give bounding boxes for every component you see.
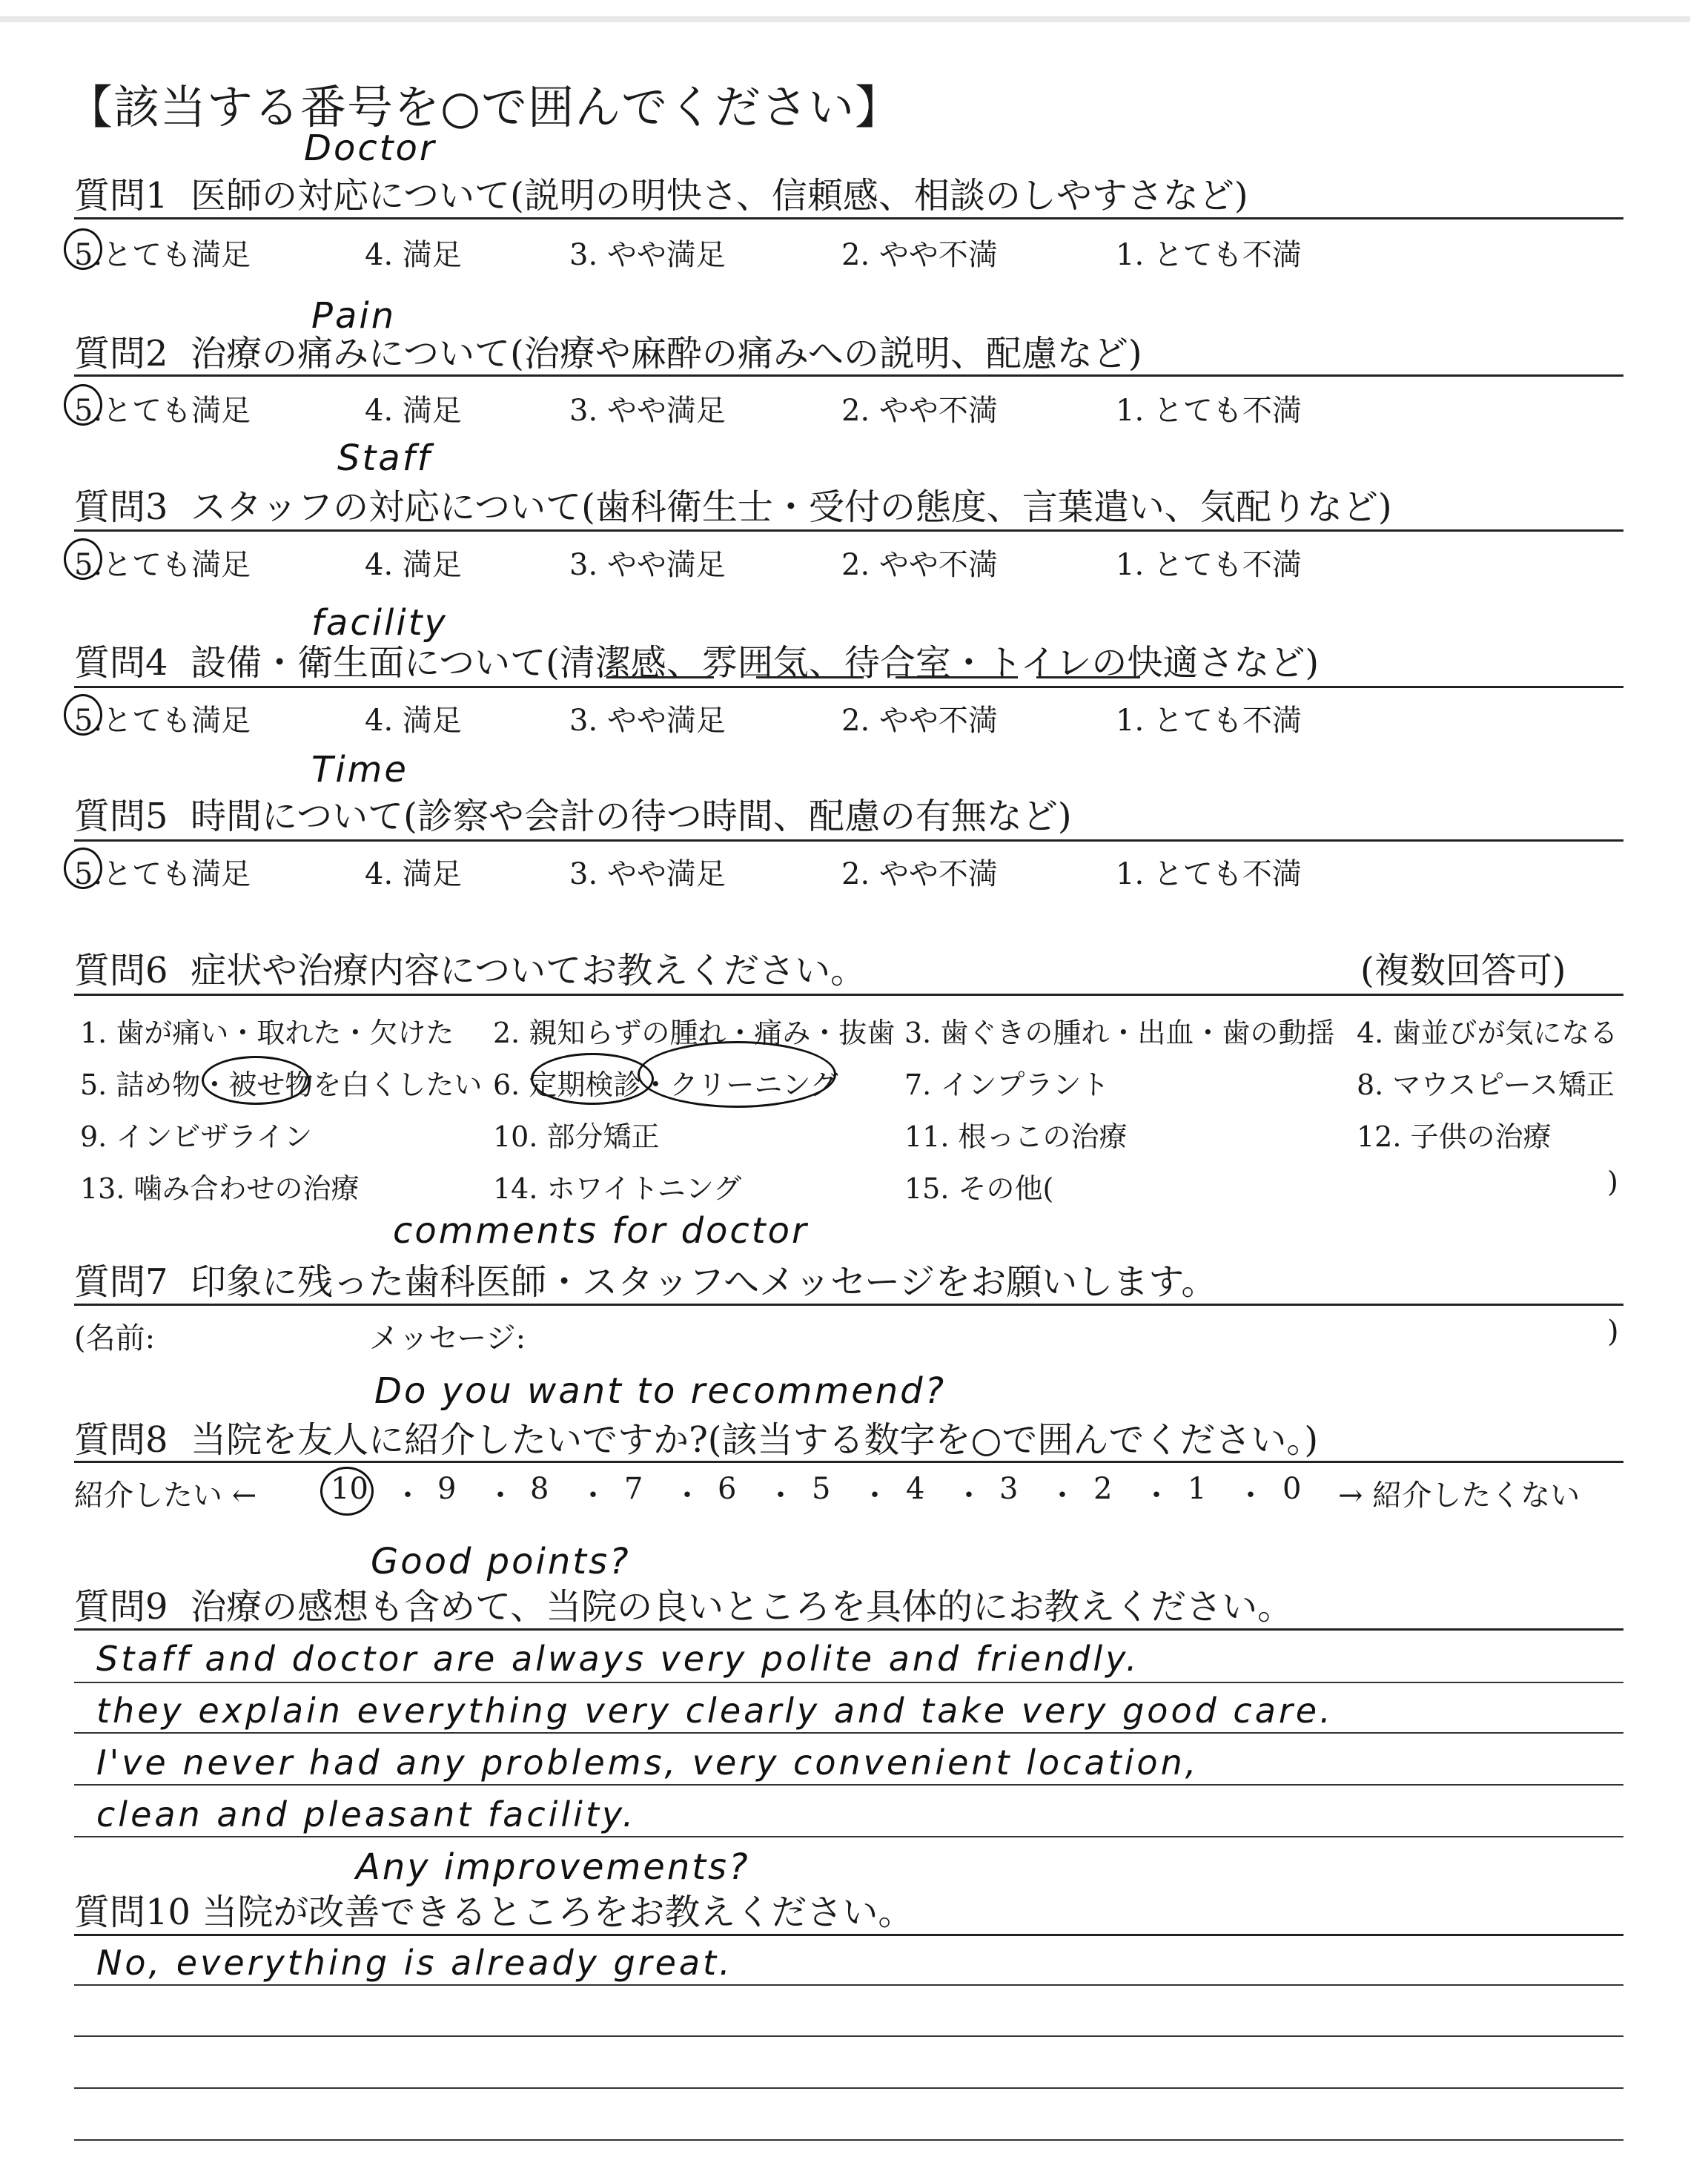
q8-sep: ・	[860, 1479, 890, 1513]
q8-sep: ・	[1236, 1479, 1265, 1513]
question-3-label: 質問3	[74, 486, 168, 528]
q6-circle-crown	[202, 1056, 310, 1105]
q8-scale-7[interactable]: 7	[624, 1472, 643, 1506]
q3-options	[74, 541, 1557, 586]
q5-selected-circle	[64, 848, 102, 889]
q3-rule	[74, 529, 1623, 532]
question-5-text: 時間について(診察や会計の待つ時間、配慮の有無など)	[191, 796, 1072, 837]
q4-option-3[interactable]: 3. やや満足	[569, 704, 726, 738]
q4-underline-atmosphere	[756, 676, 864, 678]
q5-handwritten-note: Time	[311, 749, 408, 790]
q9-answer-line-3: I've never had any problems, very convenient location,	[96, 1743, 1199, 1783]
q6-item-5[interactable]: 5. 詰め物・被せ物を白くしたい	[80, 1069, 483, 1101]
answer-line	[74, 1682, 1623, 1683]
question-10-text: 当院が改善できるところをお教えください。	[202, 1892, 914, 1933]
q2-option-2[interactable]: 2. やや不満	[841, 394, 998, 428]
q6-circle-checkup	[531, 1053, 654, 1105]
q8-right-label: → 紹介したくない	[1338, 1479, 1580, 1513]
q3-handwritten-note: Staff	[337, 437, 432, 479]
q6-item-6[interactable]: 6. 定期検診・クリーニング	[493, 1069, 838, 1101]
q9-answer-line-1: Staff and doctor are always very polite and friendly.	[96, 1639, 1140, 1679]
q6-item-13[interactable]: 13. 噛み合わせの治療	[80, 1172, 360, 1205]
q5-option-4[interactable]: 4. 満足	[365, 857, 462, 891]
q6-item-9[interactable]: 9. インビザライン	[80, 1120, 313, 1153]
q3-option-3[interactable]: 3. やや満足	[569, 548, 726, 582]
q1-handwritten-note: Doctor	[304, 128, 437, 169]
q8-sep: ・	[578, 1479, 608, 1513]
q7-message-label: メッセージ:	[369, 1321, 526, 1355]
q8-scale-0[interactable]: 0	[1282, 1472, 1302, 1506]
question-9-text: 治療の感想も含めて、当院の良いところを具体的にお教えください。	[191, 1586, 1294, 1628]
q6-item-10[interactable]: 10. 部分矯正	[493, 1120, 660, 1153]
q1-option-2[interactable]: 2. やや不満	[841, 238, 998, 272]
q8-sep: ・	[672, 1479, 702, 1513]
q8-scale-6[interactable]: 6	[718, 1472, 737, 1506]
question-1	[74, 167, 1248, 218]
q8-scale-4[interactable]: 4	[906, 1472, 925, 1506]
q6-item-7[interactable]: 7. インプラント	[904, 1069, 1110, 1101]
q5-option-2[interactable]: 2. やや不満	[841, 857, 998, 891]
question-10-label: 質問10	[74, 1892, 191, 1933]
q2-option-3[interactable]: 3. やや満足	[569, 394, 726, 428]
question-4-text: 設備・衛生面について(清潔感、雰囲気、待合室・トイレの快適さなど)	[191, 642, 1320, 684]
q8-scale-10[interactable]: 10	[331, 1472, 368, 1506]
answer-line	[74, 2139, 1623, 2141]
page-heading: 【該当する番号を○で囲んでください】	[67, 80, 902, 134]
q6-item-14[interactable]: 14. ホワイトニング	[493, 1172, 742, 1205]
question-1-label: 質問1	[74, 175, 168, 217]
q8-scale-2[interactable]: 2	[1093, 1472, 1113, 1506]
question-7-label: 質問7	[74, 1261, 168, 1303]
answer-line	[74, 1732, 1623, 1734]
q8-sep: ・	[954, 1479, 984, 1513]
q6-item-12[interactable]: 12. 子供の治療	[1357, 1120, 1552, 1153]
answer-line	[74, 1836, 1623, 1837]
question-4-label: 質問4	[74, 642, 168, 684]
q3-selected-circle	[64, 538, 102, 580]
q9-answer-line-4: clean and pleasant facility.	[96, 1794, 637, 1834]
q4-handwritten-note: facility	[311, 602, 448, 644]
q5-options	[74, 851, 1557, 895]
q2-option-1[interactable]: 1. とても不満	[1116, 394, 1302, 428]
q1-option-5[interactable]: 5.とても満足	[74, 238, 251, 272]
q4-options	[74, 697, 1557, 742]
q6-multiple-answers-note: (複数回答可)	[1360, 950, 1566, 991]
q2-option-4[interactable]: 4. 満足	[365, 394, 462, 428]
q10-answer-line-1: No, everything is already great.	[96, 1943, 733, 1983]
question-10	[74, 1883, 913, 1935]
q8-left-label: 紹介したい ←	[74, 1479, 257, 1513]
scan-edge	[0, 16, 1690, 22]
q1-option-3[interactable]: 3. やや満足	[569, 238, 726, 272]
q4-rule	[74, 686, 1623, 688]
q8-scale-8[interactable]: 8	[530, 1472, 549, 1506]
q9-rule	[74, 1628, 1623, 1631]
q6-item-15[interactable]: 15. その他(	[904, 1172, 1054, 1205]
q2-handwritten-note: Pain	[311, 295, 397, 337]
q6-item-11[interactable]: 11. 根っこの治療	[904, 1120, 1128, 1153]
q4-underline-waiting-room	[896, 676, 1018, 678]
question-8-text: 当院を友人に紹介したいですか?(該当する数字を○で囲んでください。)	[191, 1419, 1319, 1461]
q2-selected-circle	[64, 384, 102, 426]
q8-scale-5[interactable]: 5	[812, 1472, 831, 1506]
question-1-text: 医師の対応について(説明の明快さ、信頼感、相談のしやすさなど)	[191, 175, 1248, 217]
question-9-label: 質問9	[74, 1586, 168, 1628]
question-3	[74, 478, 1392, 529]
question-6-label: 質問6	[74, 950, 168, 991]
q8-handwritten-note: Do you want to recommend?	[374, 1370, 947, 1412]
q6-item-2[interactable]: 2. 親知らずの腫れ・痛み・抜歯	[493, 1017, 896, 1049]
q6-item-4[interactable]: 4. 歯並びが気になる	[1357, 1017, 1618, 1049]
question-9	[74, 1578, 1293, 1629]
q8-scale-1[interactable]: 1	[1188, 1472, 1207, 1506]
q10-rule	[74, 1934, 1623, 1936]
question-3-text: スタッフの対応について(歯科衛生士・受付の態度、言葉遣い、気配りなど)	[191, 486, 1392, 528]
answer-line	[74, 1784, 1623, 1786]
q4-option-2[interactable]: 2. やや不満	[841, 704, 998, 738]
q6-item-3[interactable]: 3. 歯ぐきの腫れ・出血・歯の動揺	[904, 1017, 1335, 1049]
q7-rule	[74, 1304, 1623, 1306]
question-7	[74, 1253, 1217, 1304]
q6-item-15-close: )	[1607, 1166, 1618, 1198]
q8-sep: ・	[766, 1479, 795, 1513]
q8-sep: ・	[1047, 1479, 1077, 1513]
q8-sep: ・	[393, 1479, 423, 1513]
q1-rule	[74, 217, 1623, 219]
question-8-label: 質問8	[74, 1419, 168, 1461]
q2-options	[74, 387, 1557, 432]
q7-handwritten-note: comments for doctor	[393, 1210, 809, 1252]
question-6	[74, 942, 866, 993]
q8-scale-9[interactable]: 9	[437, 1472, 457, 1506]
q8-rule	[74, 1461, 1623, 1463]
q3-option-4[interactable]: 4. 満足	[365, 548, 462, 582]
answer-line	[74, 2035, 1623, 2037]
q2-rule	[74, 374, 1623, 377]
q5-option-5[interactable]: 5.とても満足	[74, 857, 251, 891]
q6-circle-cleaning	[638, 1041, 836, 1108]
q3-option-1[interactable]: 1. とても不満	[1116, 548, 1302, 582]
q5-option-3[interactable]: 3. やや満足	[569, 857, 726, 891]
q7-close-paren: )	[1607, 1315, 1619, 1349]
q8-sep: ・	[486, 1479, 515, 1513]
q6-item-8[interactable]: 8. マウスピース矯正	[1357, 1069, 1615, 1101]
q10-handwritten-note: Any improvements?	[356, 1846, 750, 1888]
q1-option-1[interactable]: 1. とても不満	[1116, 238, 1302, 272]
q8-selected-circle	[320, 1467, 374, 1516]
q9-handwritten-note: Good points?	[371, 1541, 631, 1582]
q5-option-1[interactable]: 1. とても不満	[1116, 857, 1302, 891]
question-2	[74, 325, 1142, 376]
q2-option-5[interactable]: 5.とても満足	[74, 394, 251, 428]
q1-selected-circle	[64, 228, 102, 270]
question-5	[74, 787, 1072, 839]
question-2-text: 治療の痛みについて(治療や麻酔の痛みへの説明、配慮など)	[191, 333, 1142, 374]
q9-answer-line-2: they explain everything very clearly and take very good care.	[96, 1691, 1334, 1731]
q8-scale-3[interactable]: 3	[999, 1472, 1019, 1506]
q3-option-2[interactable]: 2. やや不満	[841, 548, 998, 582]
answer-line	[74, 2087, 1623, 2089]
question-8	[74, 1411, 1318, 1462]
q5-rule	[74, 839, 1623, 842]
q6-item-1[interactable]: 1. 歯が痛い・取れた・欠けた	[80, 1017, 454, 1049]
q4-underline-restroom	[1036, 676, 1140, 678]
q4-option-1[interactable]: 1. とても不満	[1116, 704, 1302, 738]
q4-selected-circle	[64, 694, 102, 736]
q4-option-4[interactable]: 4. 満足	[365, 704, 462, 738]
question-7-text: 印象に残った歯科医師・スタッフへメッセージをお願いします。	[191, 1261, 1217, 1303]
q3-option-5[interactable]: 5.とても満足	[74, 548, 251, 582]
q7-name-label: (名前:	[74, 1321, 156, 1355]
answer-line	[74, 1984, 1623, 1986]
q4-underline-cleanliness	[606, 676, 714, 678]
q1-options	[74, 231, 1557, 276]
q8-sep: ・	[1142, 1479, 1171, 1513]
question-2-label: 質問2	[74, 333, 168, 374]
q1-option-4[interactable]: 4. 満足	[365, 238, 462, 272]
question-5-label: 質問5	[74, 796, 168, 837]
q4-option-5[interactable]: 5.とても満足	[74, 704, 251, 738]
question-6-text: 症状や治療内容についてお教えください。	[191, 950, 867, 991]
q6-rule	[74, 994, 1623, 996]
